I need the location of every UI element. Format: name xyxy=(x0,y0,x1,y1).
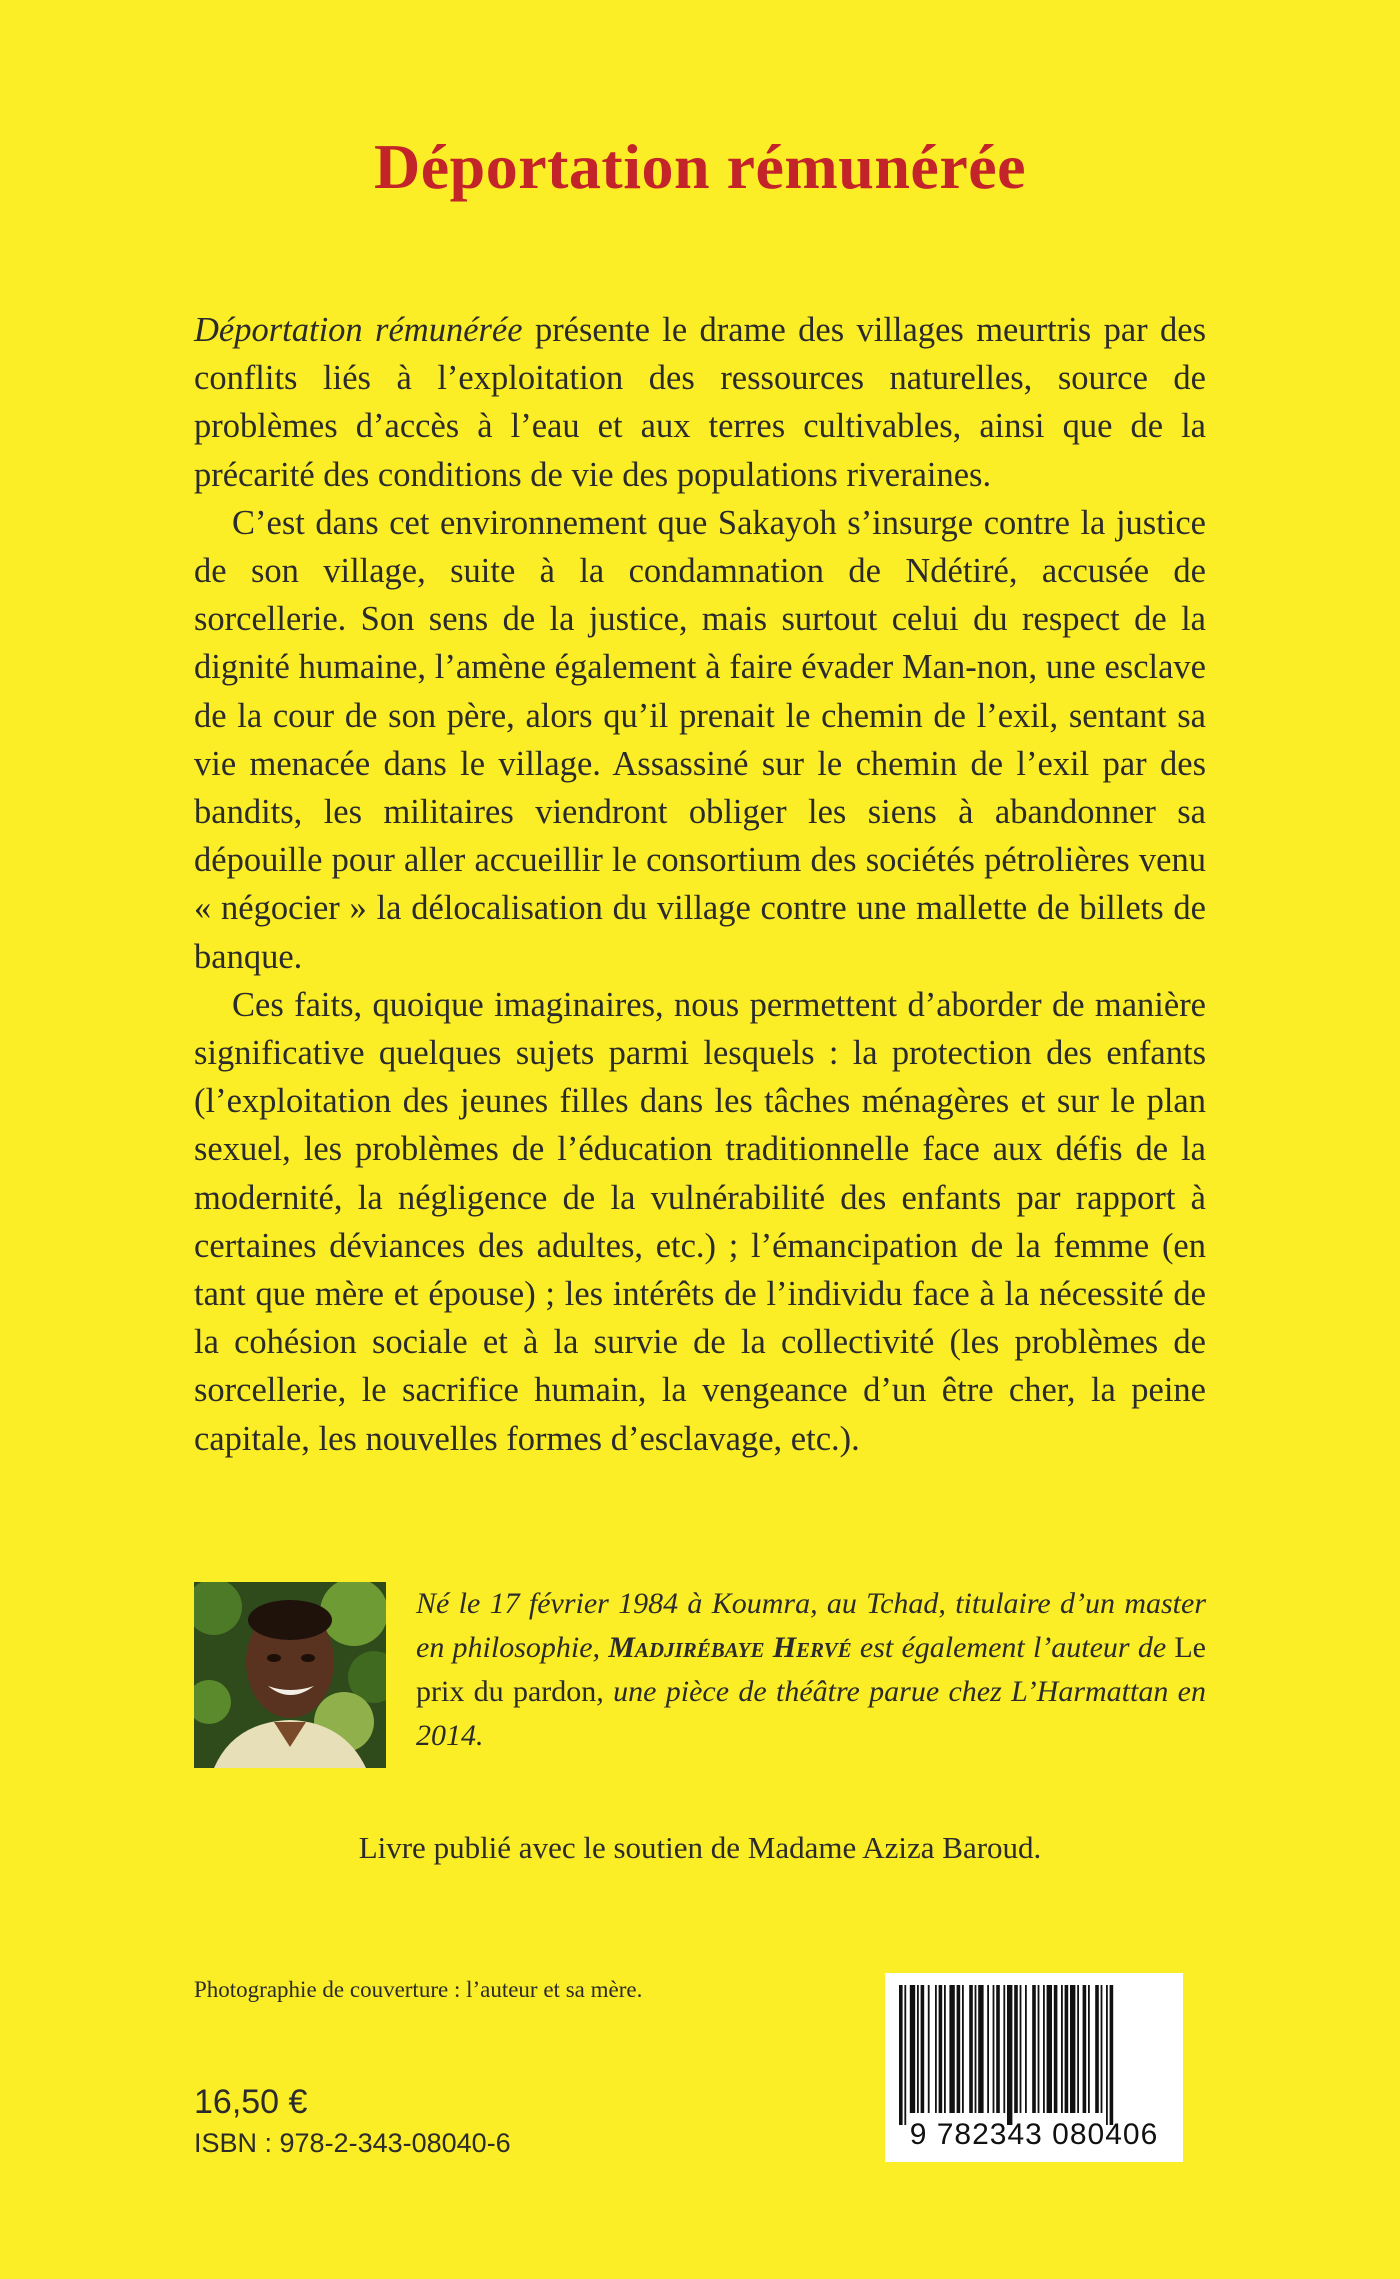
author-bio-text-2: est également l’auteur de xyxy=(851,1631,1175,1664)
isbn: ISBN : 978-2-343-08040-6 xyxy=(194,2128,511,2158)
barcode-bar xyxy=(1007,1985,1012,2125)
barcode-bar xyxy=(1020,1985,1022,2113)
barcode-bar xyxy=(1110,1985,1114,2125)
photo-credit: Photographie de couverture : l’auteur et sa mère. xyxy=(194,1977,643,2002)
barcode-bar xyxy=(944,1985,946,2113)
barcode-bar xyxy=(1077,1985,1079,2113)
barcode-bar xyxy=(1038,1985,1040,2113)
barcode-bar xyxy=(987,1985,989,2113)
barcode-bar xyxy=(1083,1985,1087,2113)
barcode-bar xyxy=(1065,1985,1069,2113)
barcode-bar xyxy=(904,1985,906,2125)
barcode-digits: 9 782343 080406 xyxy=(909,2118,1159,2151)
barcode-bar xyxy=(928,1985,930,2113)
barcode-bar xyxy=(935,1985,937,2113)
barcode-bar xyxy=(1025,1985,1027,2113)
synopsis-book-title: Déportation rémunérée xyxy=(194,311,523,349)
synopsis-paragraph-2: C’est dans cet environnement que Sakayoh s’insurge contre la justice de son village, suite à la condamnation de Ndétiré, accusée de sorcellerie. Son sens de la justice, mais surtout celui du respect de la dignité humaine, l’amène également à faire évader Man-non, une esclave de la cour de son père, alors qu’il prenait le chemin de l’exil, sentant sa vie menacée dans le village. Assassiné sur le chemin de l’exil par des bandits, les militaires viendront obliger les siens à abandonner sa dépouille pour aller accueillir le consortium des sociétés pétrolières venu « négocier » la délocalisation du village contre une mallette de billets de banque. xyxy=(194,503,1206,976)
barcode-bar xyxy=(1070,1985,1075,2113)
barcode-bar xyxy=(1054,1985,1058,2113)
barcode-bar xyxy=(1014,1985,1018,2113)
barcode-bar xyxy=(1088,1985,1090,2113)
book-title: Déportation rémunérée xyxy=(373,131,1027,202)
barcode-bar xyxy=(993,1985,995,2113)
author-bio-text-1: Né le 17 février 1984 à Koumra, au Tchad, titulaire d’un master en philosophie, xyxy=(416,1587,1206,1664)
barcode-bar xyxy=(996,1985,1000,2113)
synopsis-paragraph-1 xyxy=(194,306,1206,499)
barcode-bar xyxy=(899,1985,903,2125)
barcode-bar xyxy=(957,1985,961,2113)
barcode-bar xyxy=(1061,1985,1063,2113)
barcode-bar xyxy=(978,1985,983,2113)
support-line: Livre publié avec le soutien de Madame Aziza Baroud. xyxy=(358,1830,1042,1865)
barcode-bar xyxy=(939,1985,943,2113)
barcode-bar xyxy=(1095,1985,1099,2113)
barcode-bar xyxy=(1106,1985,1108,2125)
barcode-bar xyxy=(975,1985,977,2113)
barcode-bar xyxy=(921,1985,925,2113)
barcode-bar xyxy=(910,1985,915,2113)
barcode-bar xyxy=(949,1985,954,2113)
author-name: Madjirébaye Hervé xyxy=(608,1631,852,1664)
author-bio-text-3: , une pièce de théâtre parue chez L’Harmattan en 2014. xyxy=(416,1675,1206,1752)
price: 16,50 € xyxy=(194,2083,308,2121)
barcode xyxy=(885,1973,1183,2162)
synopsis-paragraph-3: Ces faits, quoique imaginaires, nous permettent d’aborder de manière significative quelques sujets parmi lesquels : la protection des enfants (l’exploitation des jeunes filles dans les tâches ménagères et sur le plan sexuel, les problèmes de l’éducation traditionnelle face aux défis de la modernité, la négligence de la vulnérabilité des enfants par rapport à certaines déviances des adultes, etc.) ; l’émancipation de la femme (en tant que mère et épouse) ; les intérêts de l’individu face à la nécessité de la cohésion sociale et à la survie de la collectivité (les problèmes de sorcellerie, le sacrifice humain, la vengeance d’un être cher, la peine capitale, les nouvelles formes d’esclavage, etc.). xyxy=(194,985,1206,1458)
barcode-bar xyxy=(1043,1985,1045,2113)
synopsis-paragraph-1-text: présente le drame des villages meurtris par des conflits liés à l’exploitation des ressources naturelles, source de problèmes d’accès à l’eau et aux terres cultivables, ainsi que de la précarité des conditions de vie des populations riveraines. xyxy=(194,311,1206,494)
barcode-bar xyxy=(969,1985,973,2113)
author-other-book: Le prix du pardon xyxy=(416,1631,1206,1708)
author-photo xyxy=(194,1582,386,1768)
barcode-bar xyxy=(917,1985,919,2113)
barcode-bar xyxy=(1032,1985,1036,2113)
barcode-bar xyxy=(1003,1985,1005,2113)
synopsis xyxy=(194,306,1206,1463)
author-section xyxy=(194,1582,1206,1772)
barcode-bar xyxy=(1047,1985,1052,2113)
barcode-bar xyxy=(962,1985,964,2113)
barcode-bar xyxy=(1101,1985,1103,2113)
author-bio xyxy=(416,1582,1206,1758)
